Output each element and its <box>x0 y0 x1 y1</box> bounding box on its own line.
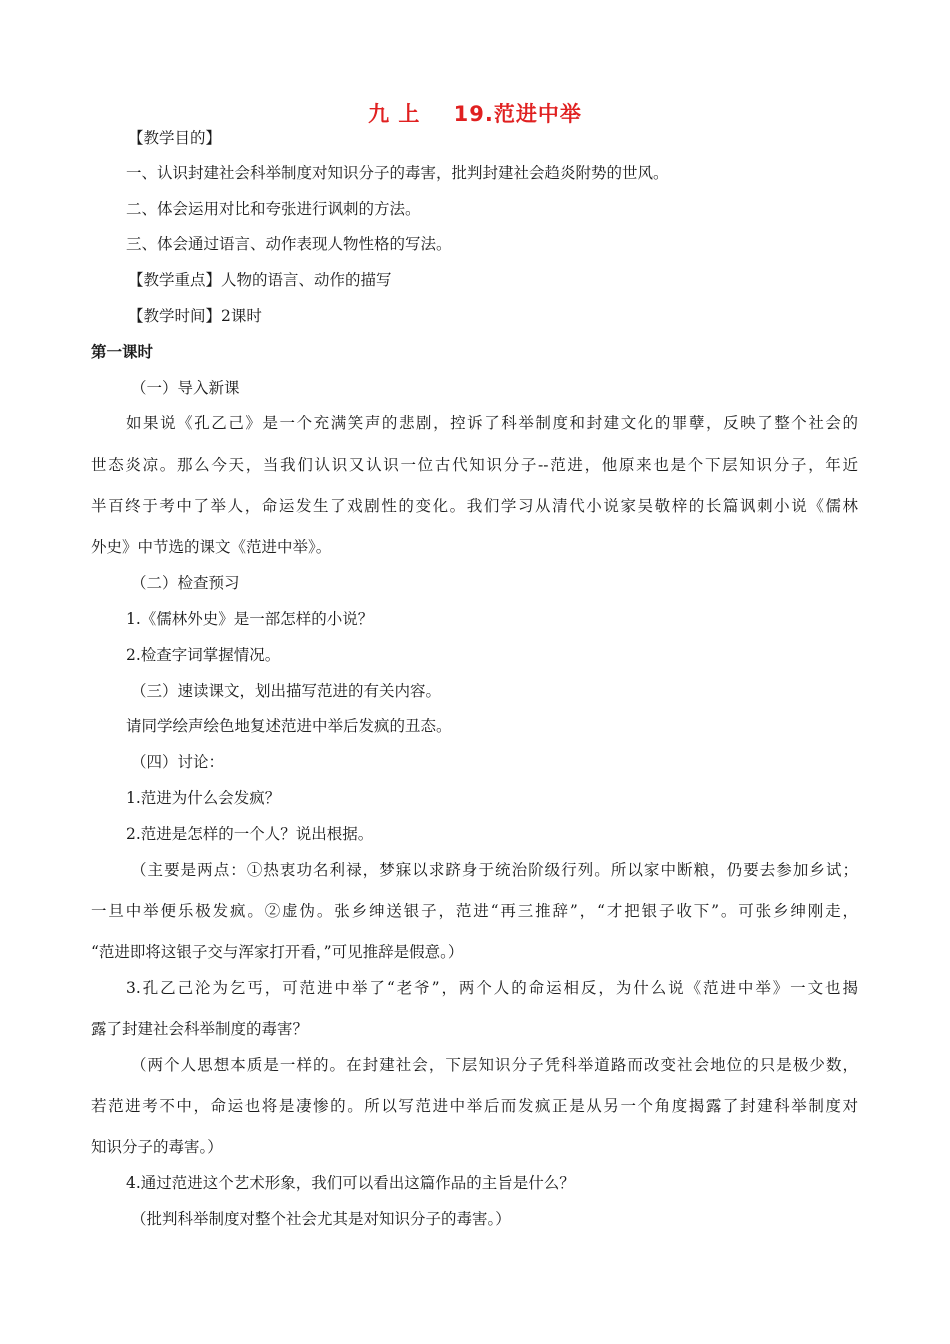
section-heading: （二）检查预习 <box>131 574 240 592</box>
preview-item: 1.《儒林外史》是一部怎样的小说？ <box>126 610 374 628</box>
lesson-heading: 第一课时 <box>91 343 154 361</box>
discussion-question: 3.孔乙己沦为乞丐，可范进中举了“老爷”，两个人的命运相反，为什么说《范进中举》一文也揭 <box>126 979 858 997</box>
objective-item: 一、认识封建社会科举制度对知识分子的毒害，批判封建社会趋炎附势的世风。 <box>126 164 669 182</box>
intro-line: 如果说《孔乙己》是一个充满笑声的悲剧，控诉了科举制度和封建文化的罪孽，反映了整个社会的 <box>126 414 858 432</box>
intro-line: 半百终于考中了举人，命运发生了戏剧性的变化。我们学习从清代小说家吴敬梓的长篇讽刺小说《儒林 <box>91 497 858 515</box>
teaching-time: 【教学时间】2课时 <box>128 307 262 325</box>
preview-item: 2.检查字词掌握情况。 <box>126 646 281 664</box>
answer-line: （两个人思想本质是一样的。在封建社会，下层知识分子凭科举道路而改变社会地位的只是极少数， <box>131 1056 858 1074</box>
answer-line: “范进即将这银子交与浑家打开看，”可见推辞是假意。） <box>91 943 464 961</box>
answer-line: 若范进考不中，命运也将是凄惨的。所以写范进中举后而发疯正是从另一个角度揭露了封建科举制度对 <box>91 1097 858 1115</box>
intro-line: 外史》中节选的课文《范进中举》。 <box>91 538 332 556</box>
discussion-question: 2.范进是怎样的一个人？说出根据。 <box>126 825 374 843</box>
discussion-question: 1.范进为什么会发疯？ <box>126 789 281 807</box>
section-heading: （四）讨论： <box>131 753 225 771</box>
answer-line: 一旦中举便乐极发疯。②虚伪。张乡绅送银子，范进“再三推辞”，“才把银子收下”。可张乡绅刚走， <box>91 902 858 920</box>
discussion-question: 4.通过范进这个艺术形象，我们可以看出这篇作品的主旨是什么？ <box>126 1174 575 1192</box>
objective-item: 三、体会通过语言、动作表现人物性格的写法。 <box>126 235 452 253</box>
objectives-heading: 【教学目的】 <box>128 129 222 147</box>
answer-line: 知识分子的毒害。） <box>91 1138 223 1156</box>
answer-line: （主要是两点：①热衷功名利禄，梦寐以求跻身于统治阶级行列。所以家中断粮，仍要去参加乡试； <box>131 861 858 879</box>
key-points: 【教学重点】人物的语言、动作的描写 <box>128 271 392 289</box>
section-heading: （一）导入新课 <box>131 379 240 397</box>
answer-line: （批判科举制度对整个社会尤其是对知识分子的毒害。） <box>131 1210 511 1228</box>
intro-line: 世态炎凉。那么今天，当我们认识又认识一位古代知识分子--范进，他原来也是个下层知识分子，年近 <box>91 456 858 474</box>
page-title: 九 上 19.范进中举 <box>368 102 582 126</box>
objective-item: 二、体会运用对比和夸张进行讽刺的方法。 <box>126 200 421 218</box>
retell-prompt: 请同学绘声绘色地复述范进中举后发疯的丑态。 <box>126 717 452 735</box>
discussion-question: 露了封建社会科举制度的毒害？ <box>91 1020 309 1038</box>
section-heading: （三）速读课文，划出描写范进的有关内容。 <box>131 682 442 700</box>
